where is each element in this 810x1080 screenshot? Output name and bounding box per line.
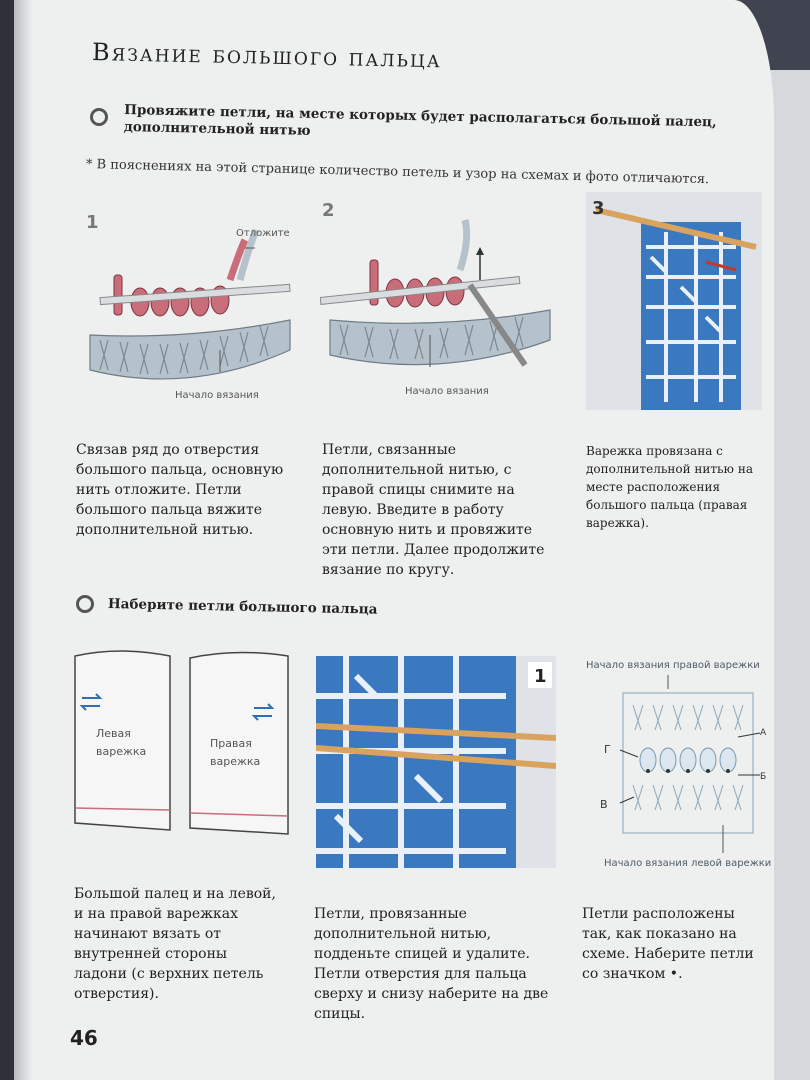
step1-number: 1: [86, 212, 99, 233]
section2-caption-3: Петли расположены так, как показано на схеме. Наберите петли со значком •.: [582, 906, 754, 982]
step1-caption: Связав ряд до отверстия большого пальца, основную нить отложите. Петли большого пальца вяжите дополнительной нитью.: [76, 442, 284, 538]
page-title: Вязание большого пальца: [91, 38, 443, 74]
step2-caption: Петли, связанные дополнительной нитью, с правой спицы снимите на левую. Введите в работу основную нить и провяжите эти петли. Далее продолжите вязание по кругу.: [322, 442, 545, 578]
diagram-top-label: Начало вязания правой варежки: [586, 660, 760, 671]
section2-caption-1: Большой палец и на левой, и на правой варежках начинают вязать от внутренней стороны ладони (с верхних петель отверстия).: [74, 886, 276, 1002]
step2-number: 2: [322, 200, 335, 221]
diagram-marker-g: Г: [604, 743, 611, 756]
step3-number: 3: [592, 198, 605, 219]
section2-heading: Наберите петли большого пальца: [107, 596, 378, 618]
section1-heading: Провяжите петли, на месте которых будет располагаться большой палец, дополнительной нитью: [123, 102, 717, 139]
page-gutter-shade: [14, 0, 32, 1080]
step1-label-bottom: Начало вязания: [175, 390, 259, 401]
page-number: 46: [70, 1026, 98, 1050]
step3-caption: Варежка провязана с дополнительной нитью на месте расположения большого пальца (правая варежка).: [586, 444, 753, 530]
diagram-marker-a: А: [760, 728, 767, 738]
step2-illustration: [320, 215, 560, 390]
section1-bullet-icon: [90, 108, 108, 126]
thumb-photo-number: 1: [534, 666, 547, 687]
diagram-marker-v: В: [600, 798, 608, 811]
step3-photo: [586, 192, 762, 410]
thumb-photo: [316, 656, 556, 868]
step2-label-bottom: Начало вязания: [405, 386, 489, 397]
mitten-right-label: Правая варежка: [210, 737, 261, 768]
step1-illustration: [80, 220, 300, 410]
mitten-left-label: Левая варежка: [96, 727, 147, 758]
step1-label-top: Отложите: [236, 228, 290, 239]
section2-caption-2: Петли, провязанные дополнительной нитью, подденьте спицей и удалите. Петли отверстия для пальца сверху и снизу наберите на две спицы.: [314, 906, 549, 1022]
diagram-bottom-label: Начало вязания левой варежки: [604, 858, 772, 869]
diagram-marker-b: Б: [760, 772, 767, 782]
section2-bullet-icon: [76, 595, 94, 613]
stitch-diagram: [598, 675, 768, 855]
footnote: * В пояснениях на этой странице количество петель и узор на схемах и фото отличаются.: [85, 157, 710, 188]
